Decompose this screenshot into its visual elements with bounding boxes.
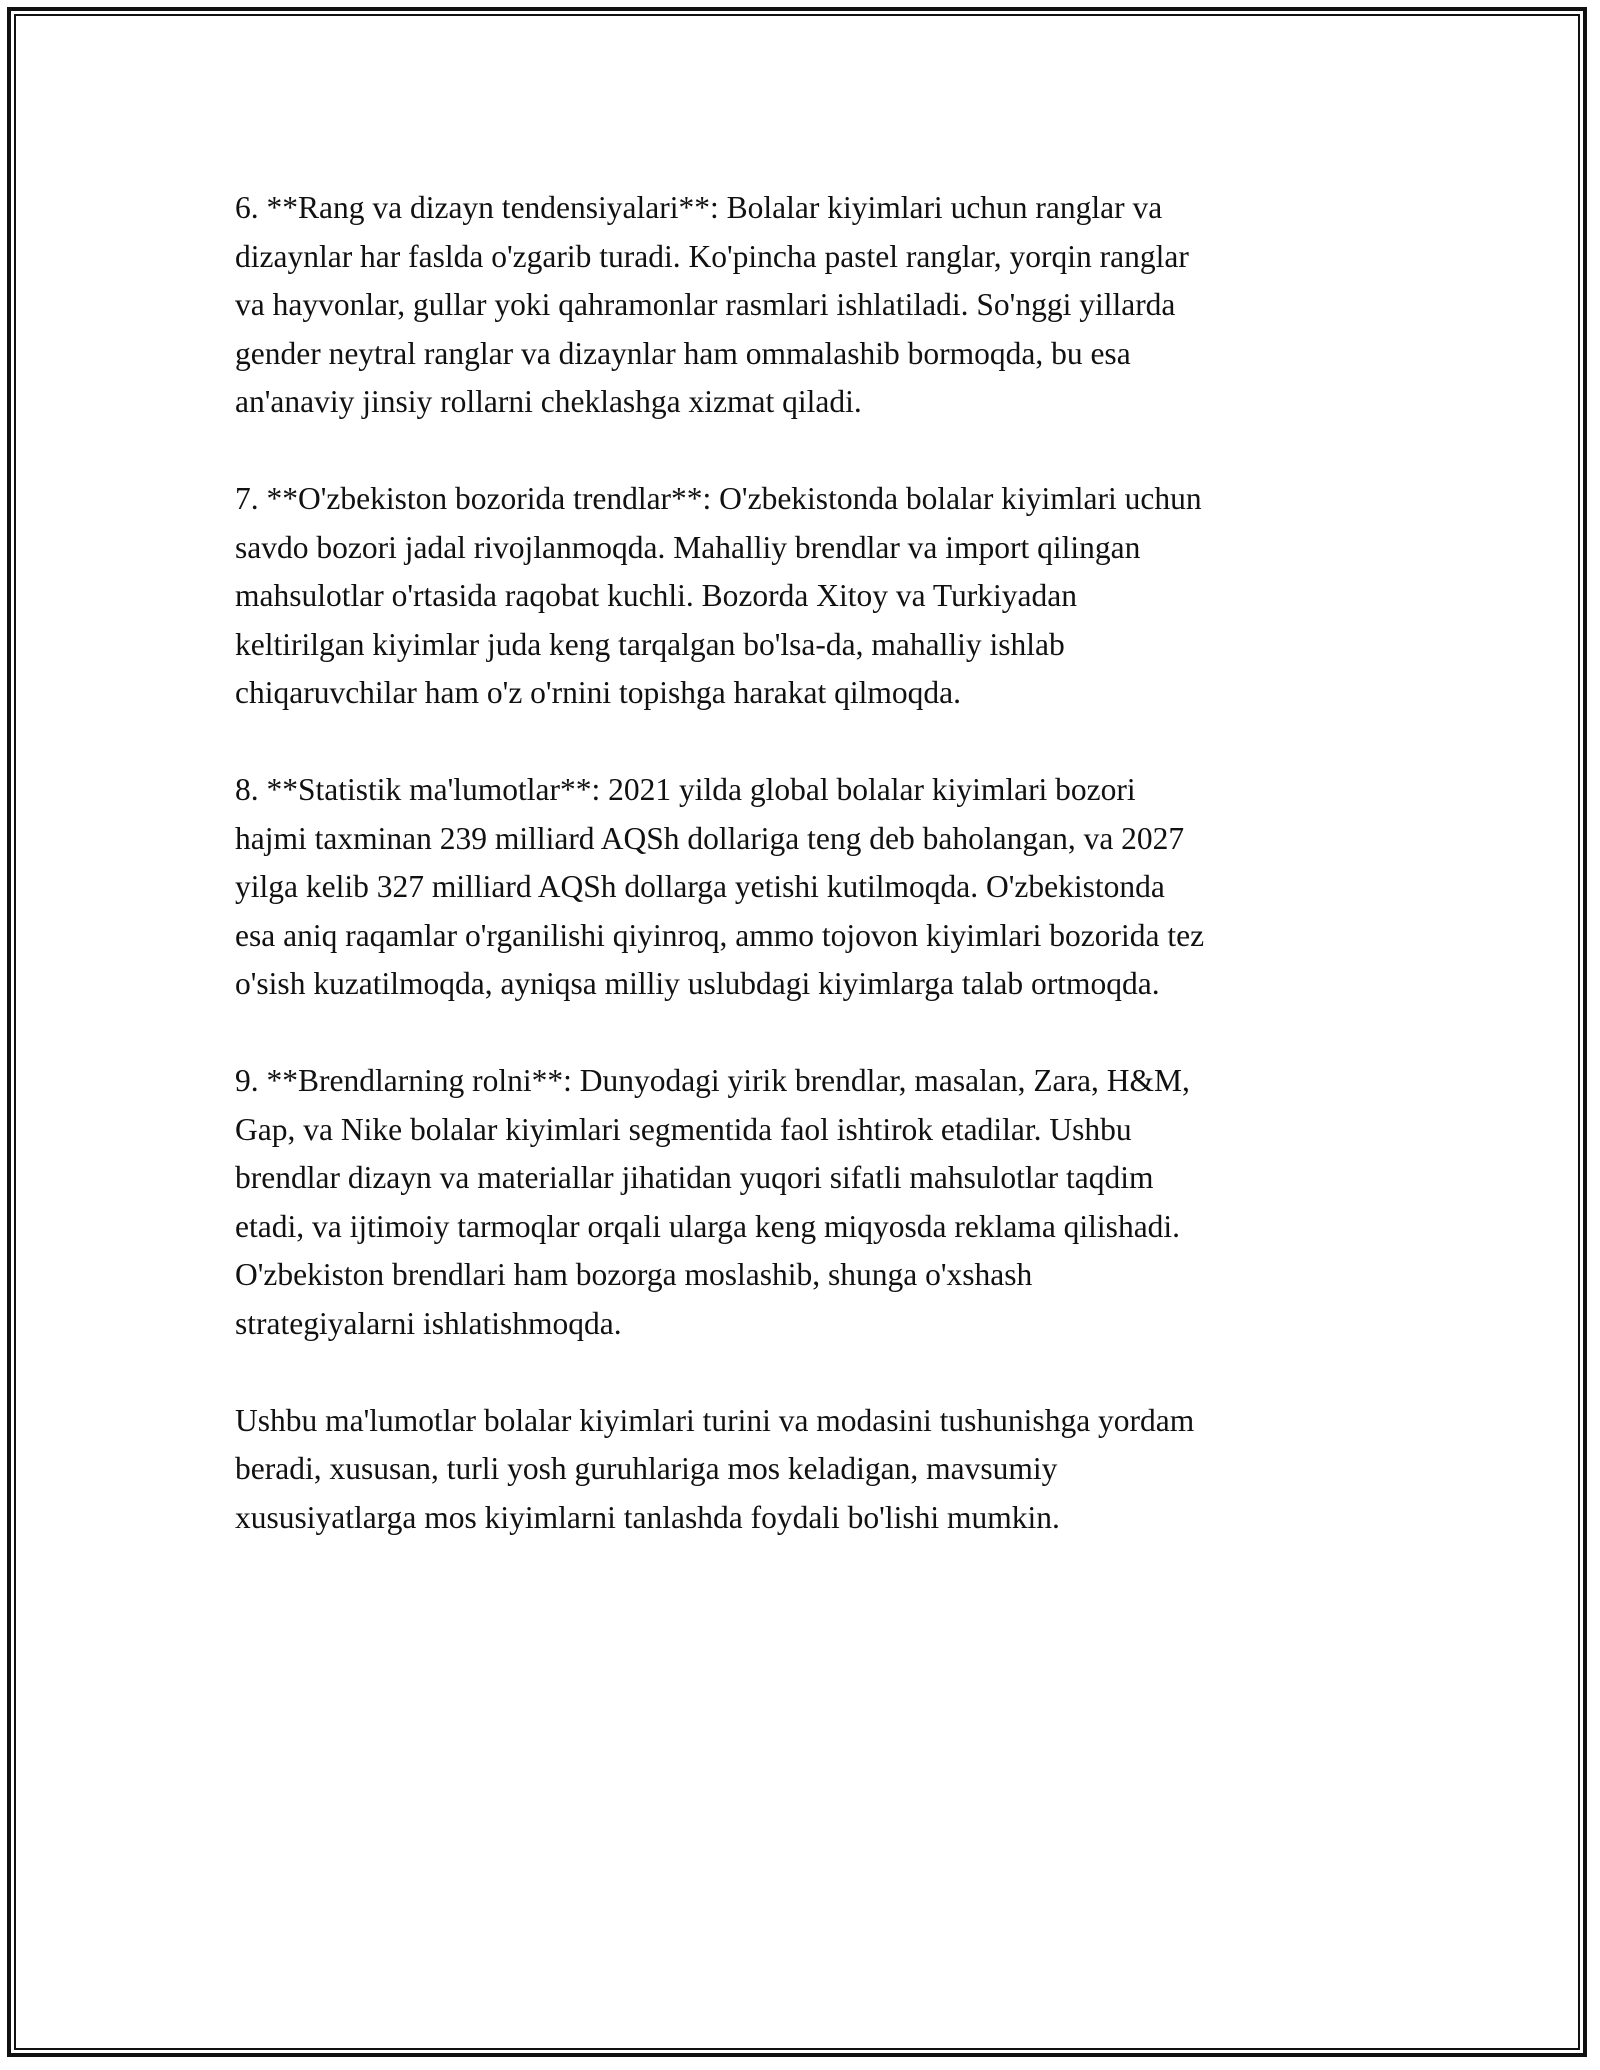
text-line: Gap, va Nike bolalar kiyimlari segmentida faol ishtirok etadilar. Ushbu	[235, 1111, 1132, 1147]
text-line: chiqaruvchilar ham o'z o'rnini topishga harakat qilmoqda.	[235, 675, 962, 710]
text-line: strategiyalarni ishlatishmoqda.	[235, 1305, 622, 1341]
text-line: mahsulotlar o'rtasida raqobat kuchli. Bozorda Xitoy va Turkiyadan	[235, 578, 1078, 613]
text-line: 6. **Rang va dizayn tendensiyalari**: Bolalar kiyimlari uchun ranglar va	[235, 190, 1163, 225]
text-line: 9. **Brendlarning rolni**: Dunyodagi yirik brendlar, masalan, Zara, H&M,	[235, 1063, 1190, 1098]
paragraph-conclusion	[235, 1397, 1385, 1543]
text-line: o'sish kuzatilmoqda, ayniqsa milliy uslubdagi kiyimlarga talab ortmoqda.	[235, 966, 1160, 1001]
text-line: brendlar dizayn va materiallar jihatidan yuqori sifatli mahsulotlar taqdim	[235, 1160, 1154, 1195]
paragraph-color-design-trends	[235, 184, 1385, 427]
text-line: dizaynlar har faslda o'zgarib turadi. Ko'pincha pastel ranglar, yorqin ranglar	[235, 238, 1189, 274]
text-line: hajmi taxminan 239 milliard AQSh dollariga teng deb baholangan, va 2027	[235, 820, 1185, 856]
text-line: xususiyatlarga mos kiyimlarni tanlashda foydali bo'lishi mumkin.	[235, 1499, 1060, 1535]
document-body	[235, 184, 1385, 1591]
text-line: an'anaviy jinsiy rollarni cheklashga xizmat qiladi.	[235, 384, 862, 419]
text-line: va hayvonlar, gullar yoki qahramonlar rasmlari ishlatiladi. So'nggi yillarda	[235, 287, 1176, 322]
text-line: esa aniq raqamlar o'rganilishi qiyinroq, ammo tojovon kiyimlari bozorida tez	[235, 917, 1205, 953]
paragraph-statistics	[235, 766, 1385, 1009]
text-line: yilga kelib 327 milliard AQSh dollarga yetishi kutilmoqda. O'zbekistonda	[235, 869, 1165, 904]
text-line: etadi, va ijtimoiy tarmoqlar orqali ularga keng miqyosda reklama qilishadi.	[235, 1208, 1181, 1244]
text-line: O'zbekiston brendlari ham bozorga moslashib, shunga o'xshash	[235, 1257, 1033, 1292]
paragraph-uzbekistan-market-trends	[235, 475, 1385, 718]
text-line: gender neytral ranglar va dizaynlar ham ommalashib bormoqda, bu esa	[235, 335, 1131, 371]
text-line: savdo bozori jadal rivojlanmoqda. Mahalliy brendlar va import qilingan	[235, 529, 1141, 565]
paragraph-brands-role	[235, 1057, 1385, 1348]
text-line: Ushbu ma'lumotlar bolalar kiyimlari turini va modasini tushunishga yordam	[235, 1402, 1195, 1438]
text-line: beradi, xususan, turli yosh guruhlariga mos keladigan, mavsumiy	[235, 1451, 1058, 1486]
text-line: keltirilgan kiyimlar juda keng tarqalgan bo'lsa-da, mahalliy ishlab	[235, 626, 1065, 662]
text-line: 7. **O'zbekiston bozorida trendlar**: O'zbekistonda bolalar kiyimlari uchun	[235, 481, 1202, 516]
text-line: 8. **Statistik ma'lumotlar**: 2021 yilda global bolalar kiyimlari bozori	[235, 772, 1136, 807]
